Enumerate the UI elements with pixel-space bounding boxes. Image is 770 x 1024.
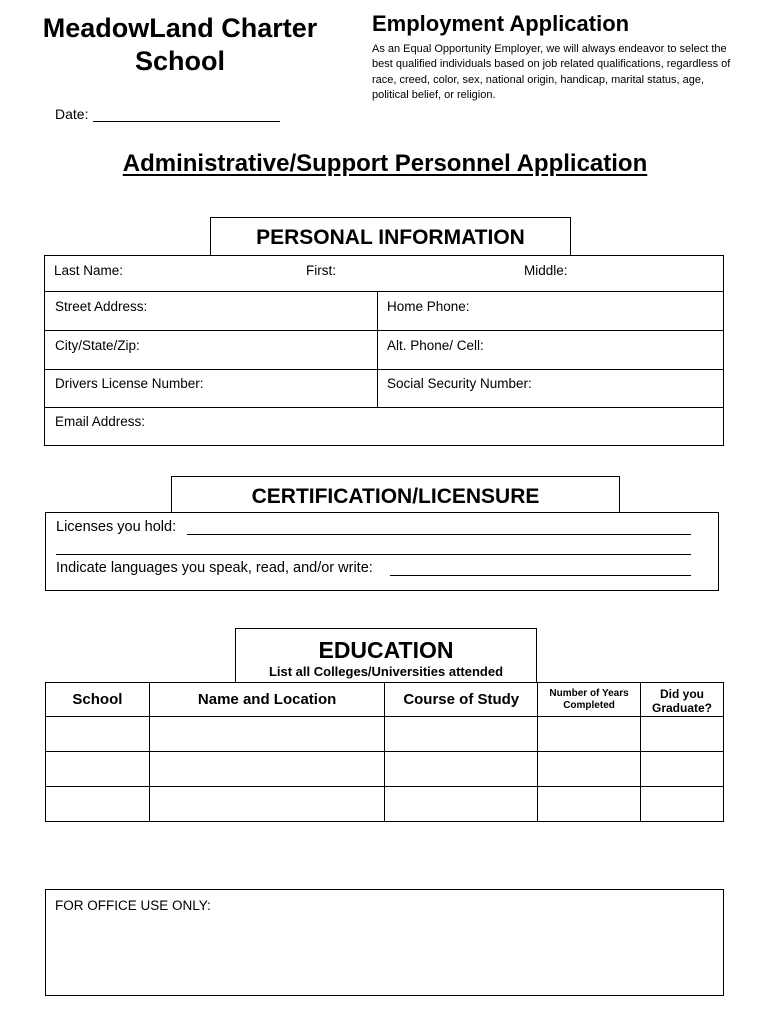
licenses-line-1[interactable] — [187, 534, 691, 535]
table-cell[interactable] — [46, 717, 150, 752]
table-cell[interactable] — [538, 752, 641, 787]
languages-label: Indicate languages you speak, read, and/or write: — [56, 560, 373, 576]
date-field[interactable] — [93, 121, 280, 122]
table-row — [46, 717, 724, 752]
certification-box — [45, 512, 719, 591]
education-subheading: List all Colleges/Universities attended — [268, 664, 504, 679]
table-cell[interactable] — [538, 787, 641, 822]
education-header-row — [46, 683, 724, 717]
education-heading-text: EDUCATION — [318, 637, 454, 663]
street-address-label: Street Address: — [55, 299, 148, 314]
date-label: Date: — [55, 106, 89, 122]
personal-information-heading-text: PERSONAL INFORMATION — [256, 226, 525, 249]
ssn-field[interactable] — [377, 369, 724, 408]
drivers-license-field[interactable] — [44, 369, 378, 408]
email-label: Email Address: — [55, 414, 146, 429]
school-name — [30, 12, 330, 78]
certification-heading-text: CERTIFICATION/LICENSURE — [251, 485, 540, 508]
table-cell[interactable] — [640, 717, 723, 752]
col-years-completed: Number of Years Completed — [538, 683, 641, 717]
school-name-line2: School — [134, 46, 225, 76]
email-field[interactable] — [44, 407, 724, 446]
languages-line[interactable] — [390, 575, 691, 576]
city-state-zip-field[interactable] — [44, 330, 378, 370]
licenses-line-2[interactable] — [56, 554, 691, 555]
col-name-location: Name and Location — [149, 683, 385, 717]
alt-phone-field[interactable] — [377, 330, 724, 370]
name-row[interactable] — [44, 255, 724, 292]
table-cell[interactable] — [46, 787, 150, 822]
table-cell[interactable] — [385, 752, 538, 787]
ssn-label: Social Security Number: — [387, 376, 532, 391]
table-cell[interactable] — [149, 752, 385, 787]
alt-phone-label: Alt. Phone/ Cell: — [387, 338, 484, 353]
table-cell[interactable] — [640, 787, 723, 822]
drivers-license-label: Drivers License Number: — [55, 376, 204, 391]
table-cell[interactable] — [640, 752, 723, 787]
personal-information-heading — [210, 217, 571, 256]
last-name-label: Last Name: — [54, 263, 124, 278]
office-use-box[interactable] — [45, 889, 724, 996]
application-title: Employment Application — [372, 11, 630, 36]
middle-name-label: Middle: — [524, 263, 568, 278]
page-title-text: Administrative/Support Personnel Application — [122, 150, 648, 177]
col-course-of-study: Course of Study — [385, 683, 538, 717]
office-use-label: FOR OFFICE USE ONLY: — [55, 898, 211, 913]
col-school: School — [46, 683, 150, 717]
table-cell[interactable] — [149, 787, 385, 822]
eoe-statement: As an Equal Opportunity Employer, we will always endeavor to select the best qualified individuals based on job related qualifications, regardless of race, creed, color, sex, national origin, handicap, marital status, age, political belief, or religion. — [372, 43, 731, 101]
education-table — [45, 682, 724, 822]
licenses-label: Licenses you hold: — [56, 519, 177, 535]
home-phone-field[interactable] — [377, 291, 724, 331]
street-address-field[interactable] — [44, 291, 378, 331]
table-row — [46, 787, 724, 822]
table-cell[interactable] — [385, 717, 538, 752]
table-cell[interactable] — [385, 787, 538, 822]
certification-heading — [171, 476, 620, 513]
table-row — [46, 752, 724, 787]
page-title — [0, 150, 770, 178]
col-did-you-graduate: Did you Graduate? — [640, 683, 723, 717]
city-state-zip-label: City/State/Zip: — [55, 338, 140, 353]
education-heading — [235, 628, 537, 683]
table-cell[interactable] — [538, 717, 641, 752]
home-phone-label: Home Phone: — [387, 299, 470, 314]
first-name-label: First: — [306, 263, 336, 278]
table-cell[interactable] — [149, 717, 385, 752]
table-cell[interactable] — [46, 752, 150, 787]
school-name-line1: MeadowLand Charter — [42, 13, 318, 43]
